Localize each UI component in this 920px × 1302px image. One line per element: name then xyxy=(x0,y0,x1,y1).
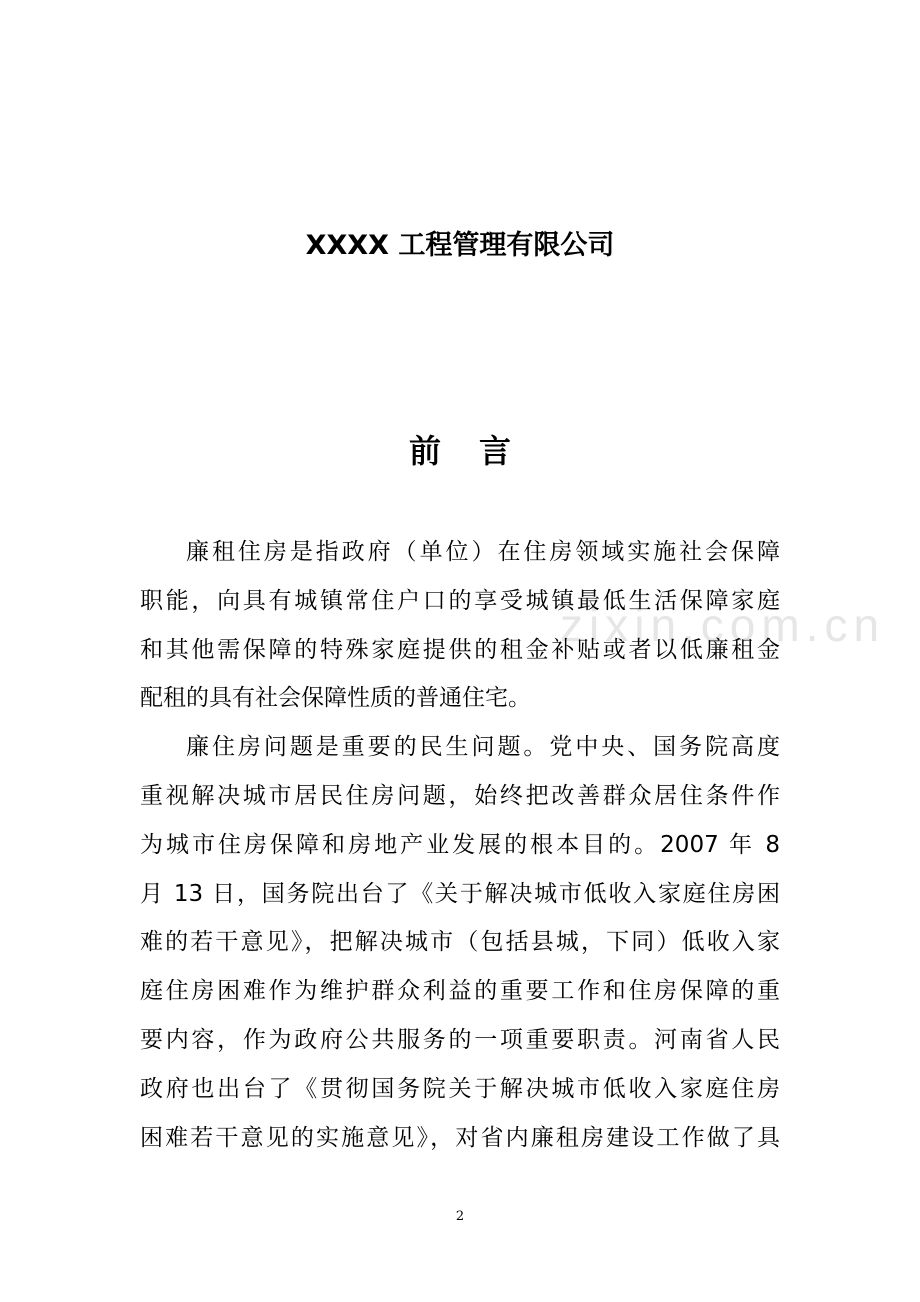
paragraph-2-line-7: 要内容，作为政府公共服务的一项重要职责。河南省人民 xyxy=(140,1026,780,1053)
body-text xyxy=(140,528,780,1162)
paragraph-1-line-3: 和其他需保障的特殊家庭提供的租金补贴或者以低廉租金 xyxy=(140,636,780,663)
paragraph-2-line-6: 庭住房困难作为维护群众利益的重要工作和住房保障的重 xyxy=(140,978,780,1005)
paragraph-2-line-4: 月 13 日，国务院出台了《关于解决城市低收入家庭住房困 xyxy=(140,880,780,907)
paragraph-2-line-5: 难的若干意见》，把解决城市（包括县城，下同）低收入家 xyxy=(140,929,780,956)
section-title: 前言 xyxy=(408,432,549,470)
paragraph-1-line-4: 配租的具有社会保障性质的普通住宅。 xyxy=(140,685,531,712)
paragraph-2-line-3: 为城市住房保障和房地产业发展的根本目的。2007 年 8 xyxy=(140,831,780,858)
paragraph-2-line-2: 重视解决城市居民住房问题，始终把改善群众居住条件作 xyxy=(140,782,780,809)
watermark: zixin.com.cn xyxy=(560,599,886,651)
paragraph-1-line-2: 职能，向具有城镇常住户口的享受城镇最低生活保障家庭 xyxy=(140,587,780,614)
paragraph-2-line-1: 廉住房问题是重要的民生问题。党中央、国务院高度 xyxy=(186,734,780,761)
page-number: 2 xyxy=(455,1209,465,1224)
company-title: XXXX 工程管理有限公司 xyxy=(305,230,615,261)
paragraph-1-line-1: 廉租住房是指政府（单位）在住房领域实施社会保障 xyxy=(186,539,780,565)
paragraph-2-line-8: 政府也出台了《贯彻国务院关于解决城市低收入家庭住房 xyxy=(140,1075,780,1102)
paragraph-2-line-9: 困难若干意见的实施意见》，对省内廉租房建设工作做了具 xyxy=(140,1124,780,1151)
